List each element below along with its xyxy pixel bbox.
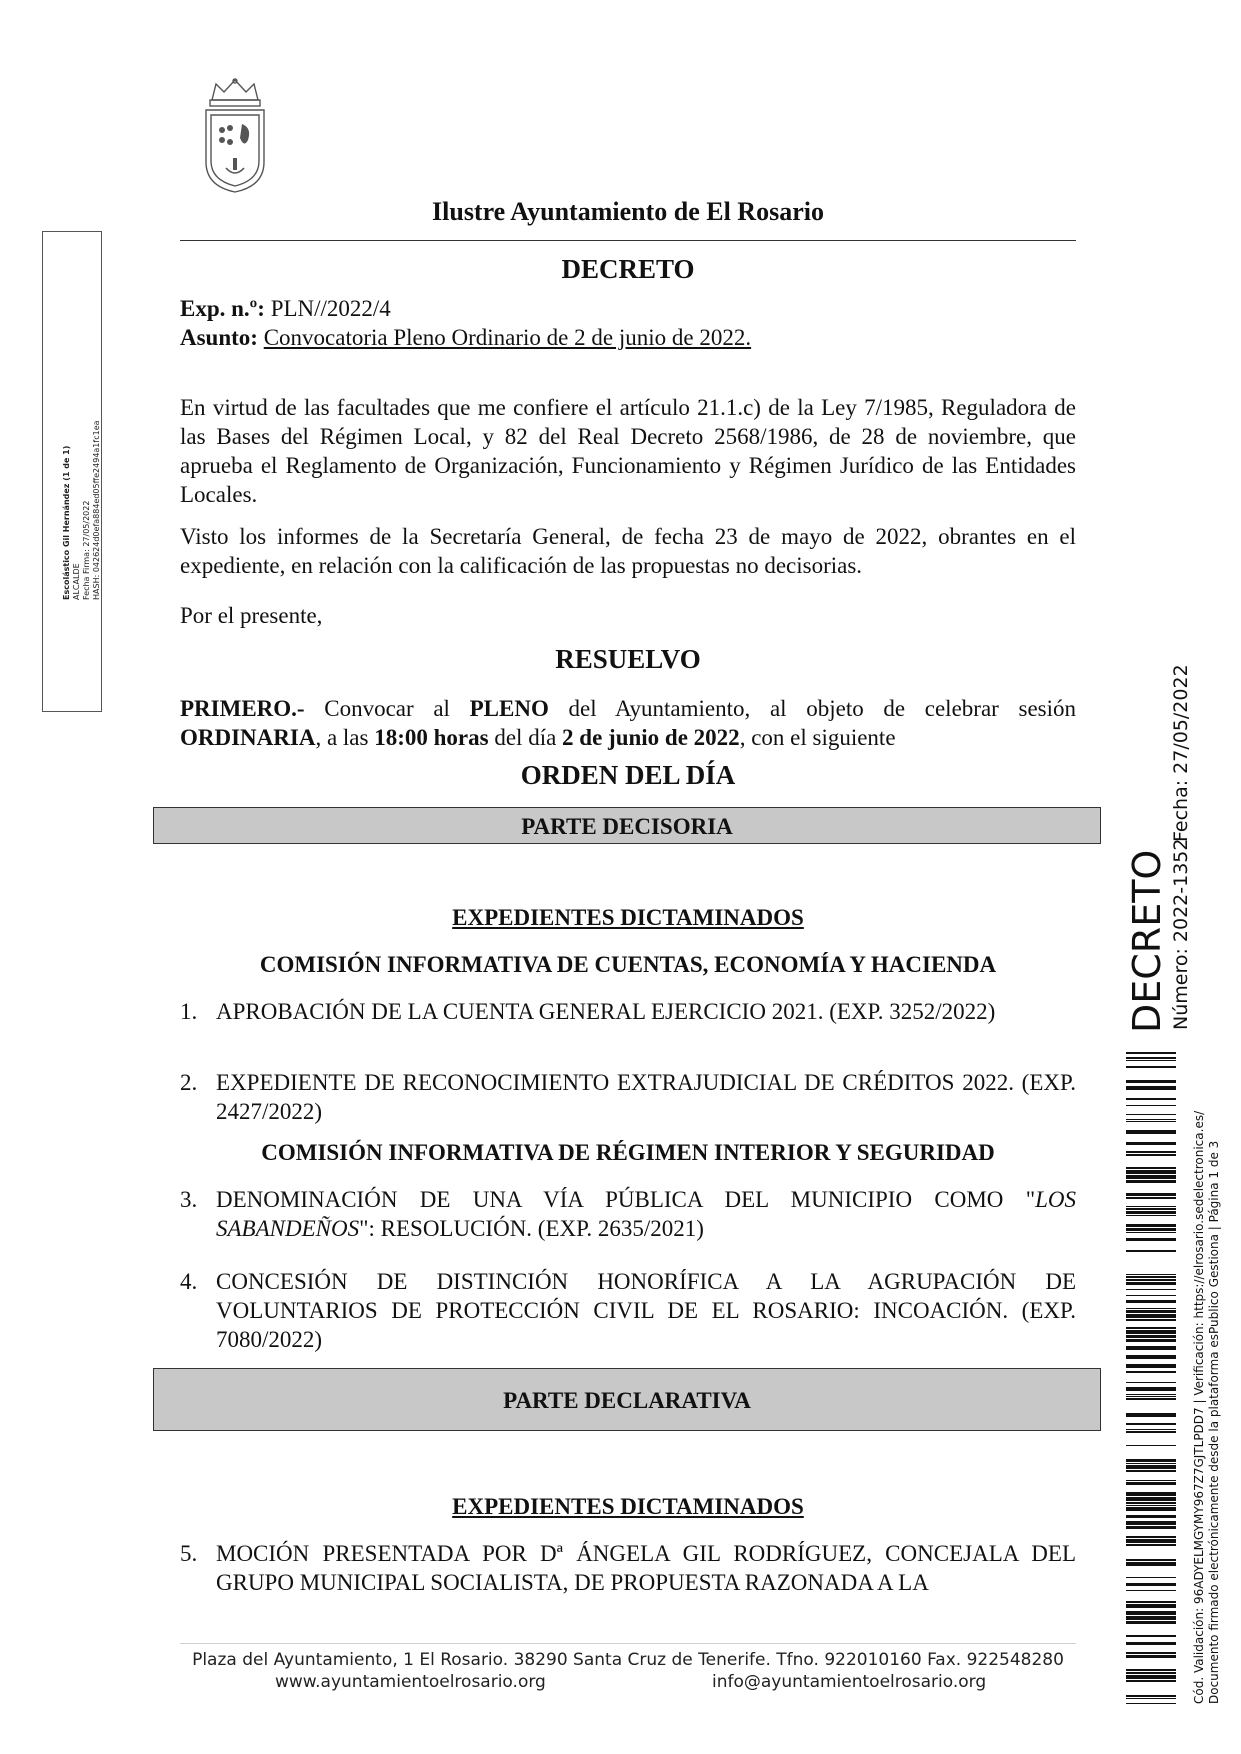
agenda-item-1-text: APROBACIÓN DE LA CUENTA GENERAL EJERCICIO 2021. (EXP. 3252/2022) bbox=[216, 999, 996, 1024]
primero-text-1: Convocar al bbox=[304, 696, 470, 721]
parte-declarativa-header: PARTE DECLARATIVA bbox=[153, 1368, 1101, 1431]
document-type-title: DECRETO bbox=[561, 254, 695, 284]
agenda-item-4 bbox=[180, 1267, 1076, 1354]
subject-label: Asunto: bbox=[180, 325, 258, 350]
primero-text-3: , a las bbox=[315, 725, 375, 750]
agenda-item-3-text-b: ": RESOLUCIÓN. (EXP. 2635/2021) bbox=[359, 1216, 704, 1241]
signature-date: Fecha Firma: 27/05/2022 bbox=[82, 500, 91, 600]
agenda-item-3-name: LOS SABANDEÑOS bbox=[216, 1187, 1076, 1241]
comision-regimen-interior-heading: COMISIÓN INFORMATIVA DE RÉGIMEN INTERIOR Y SEGURIDAD bbox=[261, 1140, 995, 1165]
primero-ordinaria: ORDINARIA bbox=[180, 725, 316, 750]
header-divider bbox=[180, 240, 1076, 241]
agenda-item-3-number: 3. bbox=[180, 1187, 198, 1212]
side-validation-code: Cód. Validación: 96ADYELMGYMY967Z7GJTLPDD7 | Verificación: https://elrosario.sedelectronica.es/ bbox=[1192, 1110, 1206, 1704]
primero-fecha: 2 de junio de 2022 bbox=[562, 725, 740, 750]
agenda-item-2 bbox=[180, 1068, 1076, 1126]
agenda-item-1 bbox=[180, 997, 1076, 1026]
agenda-item-2-number: 2. bbox=[180, 1070, 198, 1095]
comision-cuentas-heading: COMISIÓN INFORMATIVA DE CUENTAS, ECONOMÍA Y HACIENDA bbox=[259, 952, 997, 977]
side-platform-note: Documento firmado electrónicamente desde la plataforma esPublico Gestiona | Página 1 de 3 bbox=[1207, 1140, 1221, 1704]
primero-text-5: , con el siguiente bbox=[739, 725, 896, 750]
coat-of-arms-emblem bbox=[200, 78, 270, 196]
primero-pleno: PLENO bbox=[469, 696, 549, 721]
primero-hora: 18:00 horas bbox=[374, 725, 489, 750]
agenda-item-3-text-a: DENOMINACIÓN DE UNA VÍA PÚBLICA DEL MUNICIPIO COMO " bbox=[216, 1187, 1036, 1212]
agenda-item-4-text: CONCESIÓN DE DISTINCIÓN HONORÍFICA A LA AGRUPACIÓN DE VOLUNTARIOS DE PROTECCIÓN CIVIL DE EL ROSARIO: INCOACIÓN. (EXP. 7080/2022) bbox=[216, 1269, 1076, 1352]
signature-stamp-text bbox=[62, 420, 102, 600]
footer-contact bbox=[180, 1672, 1076, 1694]
side-date: Fecha: 27/05/2022 bbox=[1170, 664, 1192, 842]
expedient-label: Exp. n.º: bbox=[180, 296, 265, 321]
signature-signer: Escolástico Gil Hernández (1 de 1) bbox=[62, 445, 71, 600]
paragraph-intro: Por el presente, bbox=[180, 603, 323, 628]
side-number: Número: 2022-1352 bbox=[1170, 838, 1192, 1030]
primero-paragraph bbox=[180, 694, 1076, 752]
expedient-value: PLN//2022/4 bbox=[270, 296, 391, 321]
agenda-item-2-text: EXPEDIENTE DE RECONOCIMIENTO EXTRAJUDICIAL DE CRÉDITOS 2022. (EXP. 2427/2022) bbox=[216, 1070, 1076, 1124]
parte-decisoria-header: PARTE DECISORIA bbox=[153, 807, 1101, 844]
expedientes-dictaminados-declarativa-heading: EXPEDIENTES DICTAMINADOS bbox=[452, 1494, 804, 1519]
agenda-item-5-text: MOCIÓN PRESENTADA POR Dª ÁNGELA GIL RODRÍGUEZ, CONCEJALA DEL GRUPO MUNICIPAL SOCIALISTA, DE PROPUESTA RAZONADA A LA bbox=[216, 1541, 1076, 1595]
expedientes-dictaminados-heading: EXPEDIENTES DICTAMINADOS bbox=[452, 905, 804, 930]
agenda-item-4-number: 4. bbox=[180, 1269, 198, 1294]
resuelvo-heading: RESUELVO bbox=[555, 644, 701, 674]
footer-website-link[interactable]: www.ayuntamientoelrosario.org bbox=[275, 1672, 546, 1692]
expedient-line bbox=[180, 294, 1076, 323]
agenda-item-3-text bbox=[216, 1185, 1076, 1243]
paragraph-reports: Visto los informes de la Secretaría General, de fecha 23 de mayo de 2022, obrantes en el expediente, en relación con la calificación de las propuestas no decisorias. bbox=[180, 524, 1076, 578]
agenda-item-5 bbox=[180, 1539, 1076, 1597]
side-decreto-label: DECRETO bbox=[1125, 849, 1169, 1033]
agenda-item-5-number: 5. bbox=[180, 1541, 198, 1566]
primero-label: PRIMERO.- bbox=[180, 696, 305, 721]
subject-line bbox=[180, 323, 1076, 352]
orden-del-dia-heading: ORDEN DEL DÍA bbox=[520, 760, 736, 790]
footer-divider bbox=[180, 1643, 1076, 1644]
subject-value: Convocatoria Pleno Ordinario de 2 de junio de 2022. bbox=[263, 325, 752, 350]
signature-hash: HASH: 042624d0efa884ed05ffe2494a1fc1ea bbox=[92, 420, 101, 600]
primero-text-2: del Ayuntamiento, al objeto de celebrar sesión bbox=[548, 696, 1076, 721]
signature-role: ALCALDE bbox=[72, 563, 81, 600]
footer-email-link[interactable]: info@ayuntamientoelrosario.org bbox=[712, 1672, 987, 1692]
primero-text-4: del día bbox=[488, 725, 563, 750]
footer-address: Plaza del Ayuntamiento, 1 El Rosario. 38290 Santa Cruz de Tenerife. Tfno. 922010160 Fax. 922548280 bbox=[192, 1650, 1064, 1670]
organization-name: Ilustre Ayuntamiento de El Rosario bbox=[432, 197, 824, 226]
agenda-item-1-number: 1. bbox=[180, 999, 198, 1024]
agenda-item-3 bbox=[180, 1185, 1076, 1243]
paragraph-legal-basis: En virtud de las facultades que me confiere el artículo 21.1.c) de la Ley 7/1985, Reguladora de las Bases del Régimen Local, y 82 del Real Decreto 2568/1986, de 28 de noviembre, que aprueba el Reglamento de Organización, Funcionamiento y Régimen Jurídico de las Entidades Locales. bbox=[180, 395, 1076, 507]
